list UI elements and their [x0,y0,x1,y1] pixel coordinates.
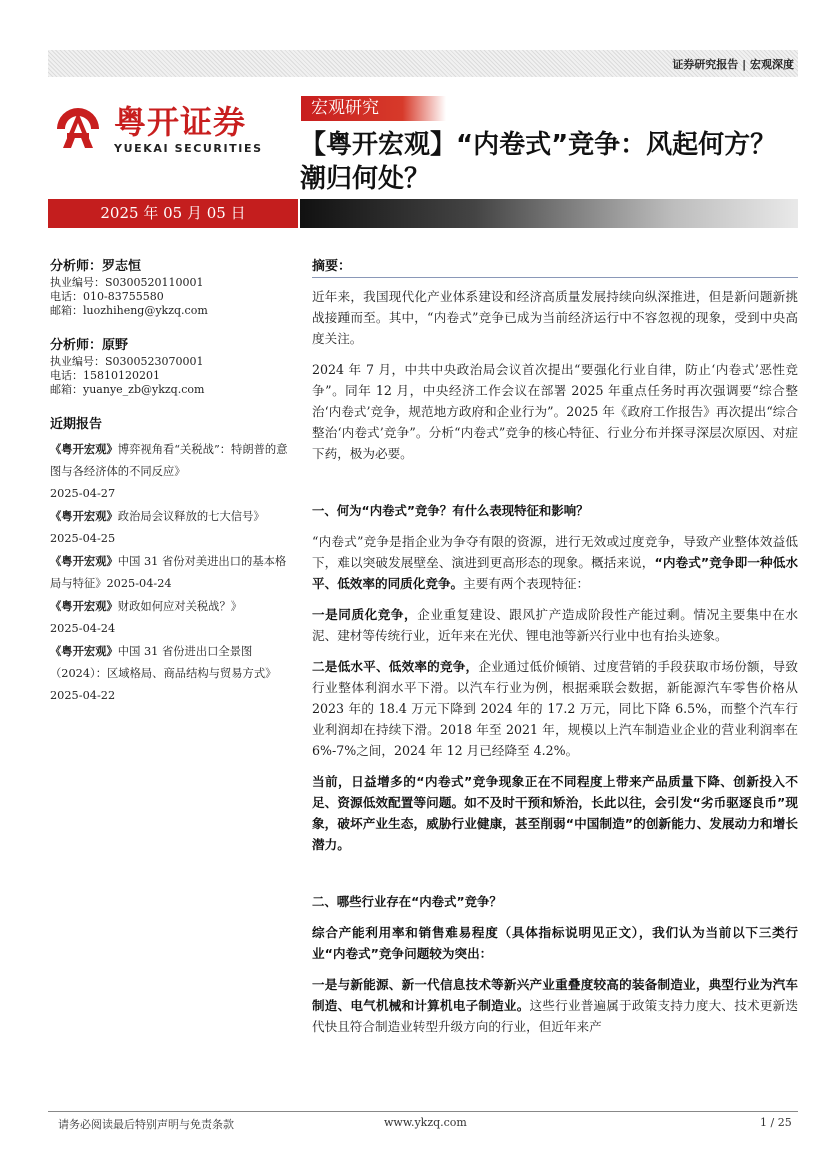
report-prefix: 《粤开宏观》 [50,644,118,658]
text-run: 企业通过低价倾销、过度营销的手段获取市场份额，导致行业整体利润水平下滑。以汽车行业为例，根据乘联会数据，新能源汽车零售价格从 2023 年的 18.4 万元下降到 2024 年的 17.2 万元，同比下降 6.5%，而整个汽车行业利润却在持续下滑。2018 年至 2021 年，规模以上汽车制造业企业的营业利润率在 6%-7%之间，2024 年 12 月已经降至 4.2%。 [312,659,799,758]
analyst-cert: 执业编号：S0300523070001 [50,355,204,368]
recent-report-date: 2025-04-22 [50,689,116,702]
analyst-email[interactable]: 邮箱：luozhiheng@ykzq.com [50,304,208,317]
paragraph [312,604,798,646]
paragraph [312,974,798,1037]
header-bar [48,50,798,77]
sidebar [50,255,290,707]
recent-report-item[interactable] [50,505,290,550]
footer-divider [48,1111,798,1112]
report-type-label: 证券研究报告 | 宏观深度 [672,58,794,71]
bold-run: 综合产能利用率和销售难易程度（具体指标说明见正文），我们认为当前以下三类行业“内卷式”竞争问题较为突出： [312,925,798,961]
recent-report-item[interactable] [50,438,290,483]
analyst-1 [50,255,290,318]
summary-heading: 摘要： [312,255,798,278]
recent-reports-title: 近期报告 [50,417,103,432]
paragraph [312,531,798,594]
spacer [312,474,798,500]
summary-body [312,286,798,1047]
paragraph: 2024 年 7 月，中共中央政治局会议首次提出“要强化行业自律，防止‘内卷式’恶性竞争”。同年 12 月，中央经济工作会议在部署 2025 年重点任务时再次强调要“综合整治‘内卷式’竞争，规范地方政府和企业行为”。2025 年《政府工作报告》再次提出“综合整治‘内卷式’竞争”。分析“内卷式”竞争的核心特征、行业分布并探寻深层次原因、对症下药，极为必要。 [312,362,798,461]
spacer [312,865,798,891]
section-heading: 一、何为“内卷式”竞争？有什么表现特征和影响？ [312,503,589,518]
recent-report-item[interactable] [50,595,290,618]
text-run: 主要有两个表现特征： [463,576,590,591]
analyst-phone: 电话：010-83755580 [50,290,164,303]
paragraph [312,771,798,855]
decorative-gradient-bar [300,199,798,228]
logo-name-cn: 粤开证券 [114,103,247,141]
report-text: 博弈视角看“关税战”：特朗普的意图与各经济体的不同反应》 [50,443,288,478]
section-heading: 二、哪些行业存在“内卷式”竞争？ [312,894,502,909]
analyst-phone: 电话：15810120201 [50,369,160,382]
analyst-2 [50,334,290,397]
report-prefix: 《粤开宏观》 [50,509,118,523]
analyst-name: 分析师：罗志恒 [50,259,142,274]
paragraph [312,922,798,964]
yuekai-logo-icon [52,103,104,155]
text-run: 这些行业普遍属于政策支持力度大、技术更新迭代快且符合制造业转型升级方向的行业，但近年来产 [312,998,799,1034]
report-text: 中国 31 省份进出口全景图（2024）：区域格局、商品结构与贸易方式》 [50,645,277,680]
logo-name-en: YUEKAI SECURITIES [114,142,263,155]
recent-report-date: 2025-04-24 [50,622,116,635]
category-label: 宏观研究 [301,96,446,121]
analyst-cert: 执业编号：S0300520110001 [50,276,204,289]
paragraph [312,656,798,761]
report-title: 【粤开宏观】“内卷式”竞争：风起何方？潮归何处？ [300,130,777,194]
bold-run: 一是同质化竞争， [312,607,418,622]
footer-website-link[interactable]: www.ykzq.com [384,1116,467,1129]
analyst-email[interactable]: 邮箱：yuanye_zb@ykzq.com [50,383,205,396]
bold-run: 一是与新能源、新一代信息技术等新兴产业重叠度较高的装备制造业，典型行业为汽车制造、电气机械和计算机电子制造业。 [312,977,798,1013]
company-logo [52,103,284,155]
text-run: “内卷式”竞争是指企业为争夺有限的资源，进行无效或过度竞争，导致产业整体效益低下，难以突破发展壁垒、演进到更高形态的现象。概括来说， [312,534,798,570]
paragraph: 近年来，我国现代化产业体系建设和经济高质量发展持续向纵深推进，但是新问题新挑战接踵而至。其中，“内卷式”竞争已成为当前经济运行中不容忽视的现象，受到中央高度关注。 [312,289,798,346]
analyst-name: 分析师：原野 [50,338,129,353]
recent-report-item[interactable] [50,640,290,685]
bold-run: 二是低水平、低效率的竞争， [312,659,479,674]
report-prefix: 《粤开宏观》 [50,599,118,613]
bold-run: 当前，日益增多的“内卷式”竞争现象正在不同程度上带来产品质量下降、创新投入不足、资源低效配置等问题。如不及时干预和矫治，长此以往，会引发“劣币驱逐良币”现象，破坏产业生态，威胁行业健康，甚至削弱“中国制造”的创新能力、发展动力和增长潜力。 [312,774,798,852]
report-prefix: 《粤开宏观》 [50,442,118,456]
report-date: 2025 年 05 月 05 日 [48,199,298,228]
report-text: 中国 31 省份对美进出口的基本格局与特征》2025-04-24 [50,555,287,590]
report-text: 财政如何应对关税战？》 [117,600,243,613]
recent-report-date: 2025-04-27 [50,487,116,500]
report-prefix: 《粤开宏观》 [50,554,118,568]
text-run: 企业重复建设、跟风扩产造成阶段性产能过剩。情况主要集中在水泥、建材等传统行业，近年来在光伏、锂电池等新兴行业中也有抬头迹象。 [312,607,799,643]
recent-report-item[interactable] [50,550,290,595]
footer-disclaimer[interactable]: 请务必阅读最后特别声明与免责条款 [58,1118,234,1131]
bold-run: “内卷式”竞争即一种低水平、低效率的同质化竞争。 [312,555,798,591]
footer-page-number: 1 / 25 [760,1116,792,1129]
report-text: 政治局会议释放的七大信号》2025-04-25 [50,510,265,545]
